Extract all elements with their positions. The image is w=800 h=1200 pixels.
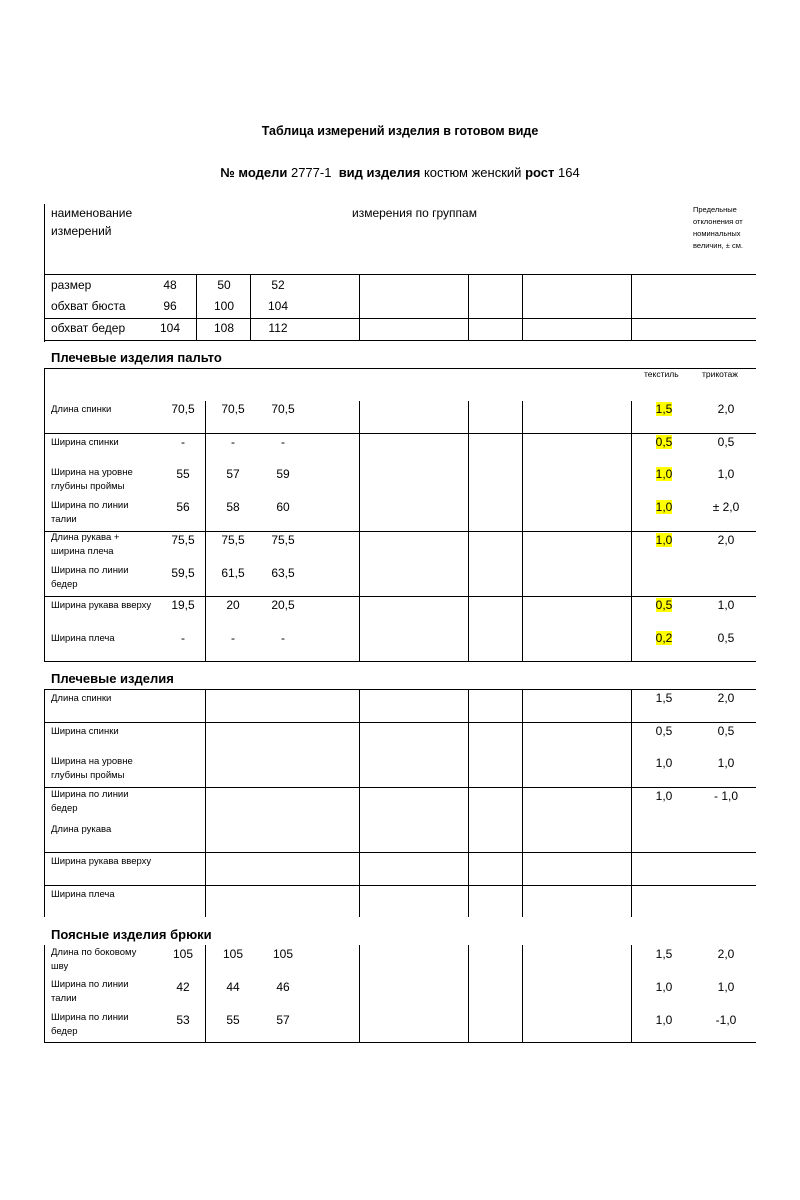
document-title: Таблица измерений изделия в готовом виде (261, 124, 539, 138)
grid-line (44, 531, 756, 532)
column-header-textile: текстиль (644, 369, 679, 379)
grid-line (359, 945, 360, 1043)
grid-line (44, 787, 756, 788)
size-value: 50 (217, 278, 231, 292)
grid-line (468, 401, 469, 661)
trouser-value: 53 (176, 1013, 190, 1027)
grid-line (44, 722, 756, 723)
coat-row-label: Ширина по линии (51, 500, 129, 511)
column-header-knit: трикотаж (702, 369, 738, 379)
coat-row-label: Длина спинки (51, 404, 112, 415)
shoulder-knit-tolerance: 1,0 (717, 756, 735, 770)
grid-line (631, 689, 632, 917)
header-deviation-line2: отклонения от (693, 217, 743, 226)
coat-value: 70,5 (271, 402, 295, 416)
coat-knit-tolerance: ± 2,0 (712, 500, 740, 514)
grid-line (44, 318, 756, 319)
coat-value: 61,5 (221, 566, 245, 580)
hips-value: 112 (268, 321, 288, 335)
size-value: 52 (271, 278, 285, 292)
grid-line (631, 274, 632, 341)
grid-line (44, 852, 756, 853)
grid-line (205, 689, 206, 917)
bust-row-label: обхват бюста (51, 299, 126, 313)
coat-knit-tolerance: 0,5 (717, 631, 735, 645)
shoulder-row-label: бедер (51, 803, 78, 814)
coat-value: 75,5 (171, 533, 195, 547)
grid-line (44, 368, 45, 662)
size-row-label: размер (51, 278, 92, 292)
coat-value: 70,5 (221, 402, 245, 416)
grid-line (522, 274, 523, 341)
shoulder-knit-tolerance: 2,0 (717, 691, 735, 705)
hips-row-label: обхват бедер (51, 321, 126, 335)
coat-value: 55 (176, 467, 190, 481)
grid-line (44, 433, 756, 434)
coat-value: - (231, 631, 235, 645)
trouser-row-label: Ширина по линии (51, 979, 129, 990)
trouser-value: 42 (176, 980, 190, 994)
coat-value: - (181, 631, 185, 645)
trouser-knit-tolerance: 2,0 (717, 947, 735, 961)
grid-line (44, 689, 45, 917)
trouser-row-label: бедер (51, 1026, 78, 1037)
coat-value: 20,5 (271, 598, 295, 612)
shoulder-knit-tolerance: - 1,0 (713, 789, 738, 803)
coat-value: - (281, 631, 285, 645)
grid-line (205, 401, 206, 661)
coat-textile-tolerance: 0,5 (655, 435, 673, 449)
grid-line (359, 689, 360, 917)
coat-knit-tolerance: 0,5 (717, 435, 735, 449)
coat-value: 75,5 (221, 533, 245, 547)
section-title-trousers: Поясные изделия брюки (51, 927, 212, 942)
coat-textile-tolerance: 1,0 (655, 467, 673, 481)
trouser-textile-tolerance: 1,0 (655, 1013, 673, 1027)
hips-value: 108 (213, 321, 235, 335)
header-name-line1: наименование (51, 206, 133, 220)
coat-value: 70,5 (171, 402, 195, 416)
height-label: рост (525, 165, 555, 180)
coat-value: 60 (276, 500, 290, 514)
header-deviation-line1: Предельные (693, 205, 737, 214)
coat-value: 75,5 (271, 533, 295, 547)
shoulder-textile-tolerance: 1,5 (655, 691, 673, 705)
coat-textile-tolerance: 0,2 (655, 631, 673, 645)
coat-row-label: ширина плеча (51, 546, 114, 557)
model-number: 2777-1 (290, 165, 332, 180)
shoulder-row-label: Ширина плеча (51, 889, 115, 900)
coat-value: 56 (176, 500, 190, 514)
grid-line (631, 945, 632, 1043)
shoulder-row-label: Длина спинки (51, 693, 112, 704)
shoulder-textile-tolerance: 0,5 (655, 724, 673, 738)
height-value: 164 (558, 165, 580, 180)
bust-value: 104 (267, 299, 289, 313)
grid-line (44, 885, 756, 886)
grid-line (522, 401, 523, 661)
coat-row-label: Ширина рукава вверху (51, 600, 152, 611)
coat-value: - (231, 435, 235, 449)
coat-knit-tolerance: 2,0 (717, 533, 735, 547)
grid-line (44, 274, 756, 275)
coat-value: 59 (276, 467, 290, 481)
coat-knit-tolerance: 2,0 (717, 402, 735, 416)
trouser-textile-tolerance: 1,0 (655, 980, 673, 994)
grid-line (468, 274, 469, 341)
grid-line (522, 945, 523, 1043)
grid-line (250, 274, 251, 341)
grid-line (44, 945, 45, 1043)
trouser-value: 57 (276, 1013, 290, 1027)
bust-value: 96 (163, 299, 177, 313)
trouser-value: 105 (222, 947, 244, 961)
grid-line (44, 204, 45, 342)
coat-knit-tolerance: 1,0 (717, 467, 735, 481)
coat-textile-tolerance: 1,0 (655, 500, 673, 514)
grid-line (44, 340, 756, 341)
trouser-value: 44 (226, 980, 240, 994)
grid-line (631, 401, 632, 661)
coat-value: - (181, 435, 185, 449)
section-title-coat: Плечевые изделия пальто (51, 350, 222, 365)
header-deviation-line3: номинальных (693, 229, 741, 238)
coat-textile-tolerance: 1,0 (655, 533, 673, 547)
shoulder-row-label: глубины проймы (51, 770, 125, 781)
coat-value: 19,5 (171, 598, 195, 612)
trouser-row-label: талии (51, 993, 77, 1004)
coat-value: 20 (226, 598, 240, 612)
grid-line (359, 401, 360, 661)
coat-row-label: Ширина на уровне (51, 467, 133, 478)
trouser-value: 46 (276, 980, 290, 994)
header-name-line2: измерений (51, 224, 112, 238)
coat-row-label: Ширина плеча (51, 633, 115, 644)
shoulder-row-label: Ширина на уровне (51, 756, 133, 767)
model-label: № модели (220, 165, 288, 180)
grid-line (44, 689, 756, 690)
grid-line (205, 945, 206, 1043)
coat-textile-tolerance: 0,5 (655, 598, 673, 612)
trouser-knit-tolerance: 1,0 (717, 980, 735, 994)
trouser-value: 105 (172, 947, 194, 961)
trouser-row-label: шву (51, 961, 69, 972)
bust-value: 100 (213, 299, 235, 313)
grid-line (196, 274, 197, 341)
grid-line (522, 689, 523, 917)
coat-row-label: глубины проймы (51, 481, 125, 492)
coat-row-label: Ширина по линии (51, 565, 129, 576)
size-value: 48 (163, 278, 177, 292)
grid-line (359, 274, 360, 341)
shoulder-textile-tolerance: 1,0 (655, 756, 673, 770)
trouser-textile-tolerance: 1,5 (655, 947, 673, 961)
product-type-label: вид изделия (338, 165, 421, 180)
coat-row-label: талии (51, 514, 77, 525)
coat-textile-tolerance: 1,5 (655, 402, 673, 416)
trouser-value: 105 (272, 947, 294, 961)
hips-value: 104 (159, 321, 181, 335)
shoulder-row-label: Ширина спинки (51, 726, 119, 737)
coat-row-label: Ширина спинки (51, 437, 119, 448)
shoulder-row-label: Ширина по линии (51, 789, 129, 800)
shoulder-textile-tolerance: 1,0 (655, 789, 673, 803)
coat-row-label: бедер (51, 579, 78, 590)
coat-value: - (281, 435, 285, 449)
shoulder-row-label: Длина рукава (51, 824, 112, 835)
grid-line (468, 689, 469, 917)
coat-row-label: Длина рукава + (51, 532, 120, 543)
trouser-row-label: Длина по боковому (51, 947, 137, 958)
shoulder-knit-tolerance: 0,5 (717, 724, 735, 738)
header-deviation-line4: величин, ± см. (693, 241, 743, 250)
model-line (0, 165, 800, 180)
coat-knit-tolerance: 1,0 (717, 598, 735, 612)
product-type: костюм женский (423, 165, 522, 180)
header-groups: измерения по группам (352, 206, 477, 220)
trouser-value: 55 (226, 1013, 240, 1027)
coat-value: 57 (226, 467, 240, 481)
trouser-row-label: Ширина по линии (51, 1012, 129, 1023)
coat-value: 59,5 (171, 566, 195, 580)
section-title-shoulder: Плечевые изделия (51, 671, 174, 686)
grid-line (44, 596, 756, 597)
shoulder-row-label: Ширина рукава вверху (51, 856, 152, 867)
grid-line (44, 1042, 756, 1043)
trouser-knit-tolerance: -1,0 (715, 1013, 737, 1027)
grid-line (44, 661, 756, 662)
coat-value: 58 (226, 500, 240, 514)
grid-line (468, 945, 469, 1043)
coat-value: 63,5 (271, 566, 295, 580)
